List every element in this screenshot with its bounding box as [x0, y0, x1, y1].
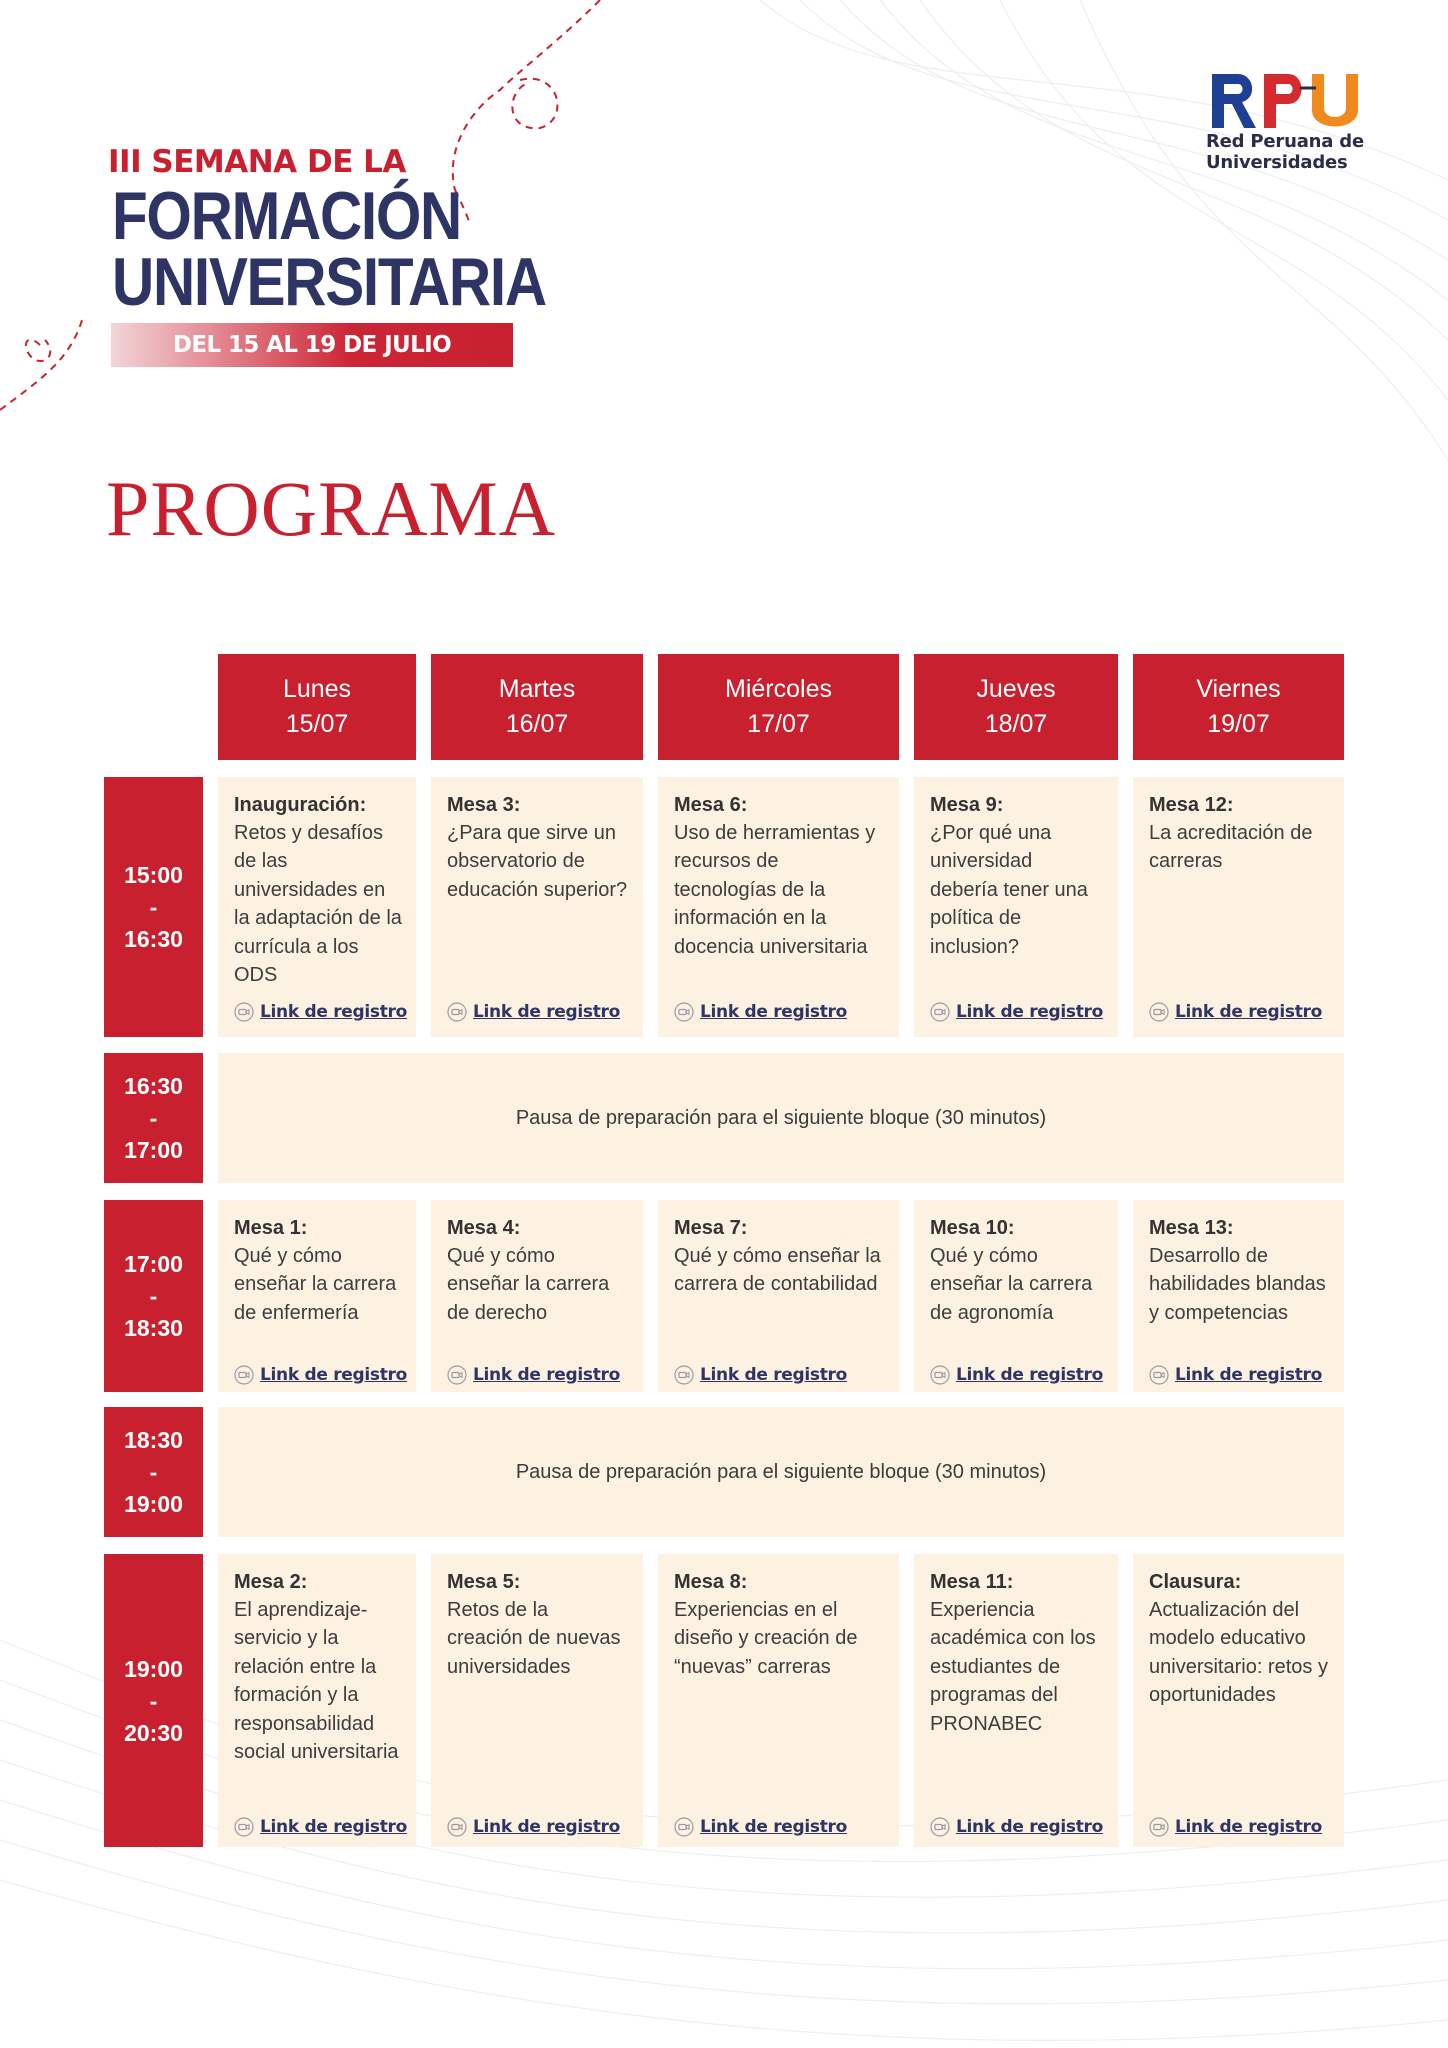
pause-text: Pausa de preparación para el siguiente bloque (30 minutos): [515, 1106, 1047, 1129]
video-camera-icon: [234, 1002, 254, 1022]
register-link[interactable]: [447, 1002, 620, 1022]
logo-name-line1: Red Peruana de: [1206, 131, 1364, 152]
day-header-monday: [218, 654, 416, 760]
dashed-string-decoration-left: [0, 320, 82, 410]
time-separator: -: [149, 1105, 158, 1131]
time-slot-1500: [104, 777, 203, 1037]
time-end: 17:00: [124, 1137, 183, 1163]
time-separator: -: [149, 1687, 158, 1714]
pause-break: [218, 1407, 1344, 1537]
session-title: Mesa 3:: [447, 794, 521, 816]
video-camera-icon: [234, 1817, 254, 1837]
video-camera-icon: [930, 1817, 950, 1837]
pause-break: [218, 1053, 1344, 1183]
video-camera-icon: [447, 1817, 467, 1837]
session-description: Qué y cómo enseñar la carrera de derecho: [447, 1245, 610, 1324]
session-title: Mesa 11:: [930, 1571, 1014, 1593]
time-separator: -: [149, 1283, 158, 1309]
video-camera-icon: [447, 1365, 467, 1385]
day-name: Viernes: [1196, 675, 1281, 703]
session-title: Mesa 5:: [447, 1571, 521, 1593]
day-header-tuesday: [431, 654, 643, 760]
register-link-label: Link de registro: [1175, 1002, 1323, 1022]
register-link-label: Link de registro: [260, 1817, 408, 1837]
day-header-friday: [1133, 654, 1344, 760]
session-description: Experiencias en el diseño y creación de “nuevas” carreras: [674, 1599, 858, 1678]
session-description: La acreditación de carreras: [1149, 822, 1313, 873]
event-title-line2: UNIVERSITARIA: [112, 244, 546, 320]
session-title: Clausura:: [1149, 1571, 1242, 1593]
event-dates-banner: DEL 15 AL 19 DE JULIO: [111, 323, 513, 367]
day-date: 18/07: [984, 710, 1048, 738]
video-camera-icon: [674, 1817, 694, 1837]
session-cell: [218, 1554, 416, 1847]
day-name: Lunes: [282, 675, 352, 703]
dashed-string-decoration: [453, 0, 600, 225]
time-start: 16:30: [124, 1073, 183, 1099]
video-camera-icon: [674, 1365, 694, 1385]
session-cell: [431, 1200, 643, 1392]
time-start: 17:00: [124, 1251, 183, 1277]
time-separator: -: [149, 1459, 158, 1485]
rpu-logo: [1206, 68, 1376, 172]
day-name: Miércoles: [725, 675, 832, 703]
session-title: Mesa 4:: [447, 1217, 521, 1239]
register-link-label: Link de registro: [1175, 1365, 1323, 1385]
time-slot-1900: [104, 1554, 203, 1847]
session-cell: [914, 1200, 1118, 1392]
logo-name-line2: Universidades: [1206, 152, 1348, 173]
session-description: ¿Para que sirve un observatorio de educación superior?: [447, 822, 628, 901]
session-title: Mesa 13:: [1149, 1217, 1234, 1239]
video-camera-icon: [1149, 1365, 1169, 1385]
session-description: Desarrollo de habilidades blandas y competencias: [1149, 1245, 1326, 1324]
session-cell: [658, 1554, 899, 1847]
session-description: Uso de herramientas y recursos de tecnologías de la información en la docencia universitaria: [674, 822, 876, 958]
day-date: 15/07: [285, 710, 349, 738]
session-cell: [914, 777, 1118, 1037]
session-title: Mesa 1:: [234, 1217, 308, 1239]
time-end: 19:00: [124, 1491, 183, 1517]
register-link-label: Link de registro: [260, 1365, 408, 1385]
register-link[interactable]: [447, 1817, 620, 1837]
day-name: Martes: [498, 675, 576, 703]
register-link-label: Link de registro: [956, 1002, 1104, 1022]
time-end: 16:30: [124, 926, 183, 952]
time-slot-1700: [104, 1200, 203, 1392]
register-link[interactable]: [674, 1365, 847, 1385]
register-link-label: Link de registro: [956, 1365, 1104, 1385]
register-link[interactable]: [930, 1817, 1103, 1837]
register-link[interactable]: [930, 1002, 1103, 1022]
register-link[interactable]: [447, 1365, 620, 1385]
session-cell: [1133, 777, 1344, 1037]
video-camera-icon: [1149, 1002, 1169, 1022]
register-link-label: Link de registro: [956, 1817, 1104, 1837]
session-description: Qué y cómo enseñar la carrera de agronomía: [930, 1245, 1093, 1324]
session-cell: [658, 777, 899, 1037]
time-start: 19:00: [124, 1655, 183, 1682]
pause-text: Pausa de preparación para el siguiente bloque (30 minutos): [515, 1460, 1047, 1483]
session-title: Mesa 10:: [930, 1217, 1015, 1239]
session-description: ¿Por qué una universidad debería tener una política de inclusion?: [930, 822, 1088, 958]
video-camera-icon: [930, 1002, 950, 1022]
time-start: 18:30: [124, 1427, 183, 1453]
session-title: Mesa 8:: [674, 1571, 748, 1593]
session-description: El aprendizaje-servicio y la relación entre la formación y la responsabilidad social universitaria: [234, 1599, 399, 1764]
day-header-thursday: [914, 654, 1118, 760]
day-header-wednesday: [658, 654, 899, 760]
session-cell: [431, 1554, 643, 1847]
register-link[interactable]: [930, 1365, 1103, 1385]
register-link-label: Link de registro: [700, 1365, 848, 1385]
time-slot-1630: [104, 1053, 203, 1183]
session-cell: [914, 1554, 1118, 1847]
time-slot-1830: [104, 1407, 203, 1537]
session-description: Experiencia académica con los estudiantes de programas del PRONABEC: [930, 1599, 1096, 1735]
event-title-line1: FORMACIÓN: [112, 178, 461, 254]
time-end: 18:30: [124, 1315, 183, 1341]
session-title: Mesa 7:: [674, 1217, 748, 1239]
register-link-label: Link de registro: [473, 1002, 621, 1022]
session-title: Mesa 12:: [1149, 794, 1234, 816]
session-cell: [1133, 1200, 1344, 1392]
session-cell: [1133, 1554, 1344, 1847]
register-link-label: Link de registro: [260, 1002, 408, 1022]
session-title: Mesa 2:: [234, 1571, 308, 1593]
session-description: Qué y cómo enseñar la carrera de contabilidad: [674, 1245, 881, 1296]
video-camera-icon: [234, 1365, 254, 1385]
time-end: 20:30: [124, 1719, 183, 1746]
register-link[interactable]: [674, 1817, 847, 1837]
register-link-label: Link de registro: [700, 1002, 848, 1022]
register-link[interactable]: [234, 1002, 407, 1022]
register-link-label: Link de registro: [700, 1817, 848, 1837]
session-cell: [658, 1200, 899, 1392]
time-start: 15:00: [124, 862, 183, 888]
video-camera-icon: [1149, 1817, 1169, 1837]
video-camera-icon: [447, 1002, 467, 1022]
session-title: Mesa 9:: [930, 794, 1004, 816]
day-name: Jueves: [976, 675, 1056, 703]
video-camera-icon: [674, 1002, 694, 1022]
time-separator: -: [149, 894, 158, 920]
register-link[interactable]: [1149, 1002, 1322, 1022]
register-link-label: Link de registro: [473, 1365, 621, 1385]
session-description: Qué y cómo enseñar la carrera de enfermería: [234, 1245, 397, 1324]
session-description: Retos de la creación de nuevas universidades: [447, 1599, 621, 1678]
register-link[interactable]: [674, 1002, 847, 1022]
video-camera-icon: [930, 1365, 950, 1385]
session-description: Actualización del modelo educativo universitario: retos y oportunidades: [1149, 1599, 1328, 1707]
session-title: Inauguración:: [234, 794, 367, 816]
session-cell: [431, 777, 643, 1037]
session-cell: [218, 777, 416, 1037]
page-title: PROGRAMA: [106, 465, 557, 552]
day-date: 16/07: [505, 710, 569, 738]
event-kicker: III SEMANA DE LA: [108, 144, 406, 180]
register-link[interactable]: [234, 1817, 407, 1837]
rpu-logo-mark: [1208, 68, 1364, 130]
register-link-label: Link de registro: [473, 1817, 621, 1837]
session-description: Retos y desafíos de las universidades en la adaptación de la currícula a los ODS: [234, 822, 402, 987]
register-link[interactable]: [1149, 1817, 1322, 1837]
register-link-label: Link de registro: [1175, 1817, 1323, 1837]
session-title: Mesa 6:: [674, 794, 748, 816]
day-date: 19/07: [1207, 710, 1270, 738]
day-date: 17/07: [747, 710, 810, 738]
register-link[interactable]: [1149, 1365, 1322, 1385]
register-link[interactable]: [234, 1365, 407, 1385]
session-cell: [218, 1200, 416, 1392]
